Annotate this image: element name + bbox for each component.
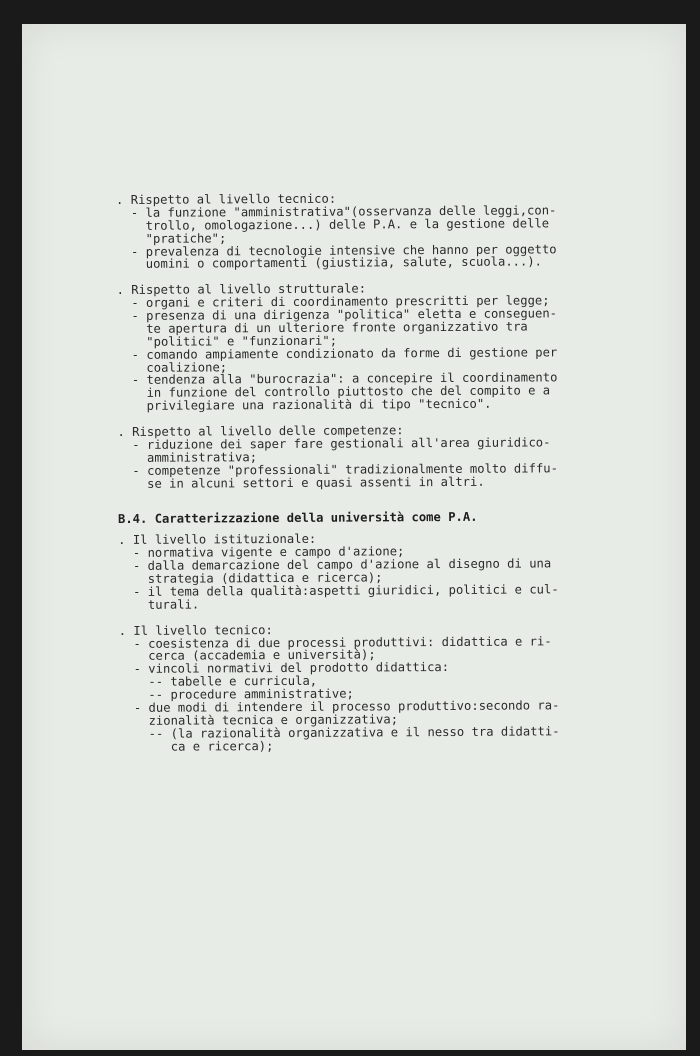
section-title: . Rispetto al livello strutturale:	[116, 281, 367, 298]
list-item: in funzione del controllo piuttosto che del compito e a	[117, 383, 551, 401]
section-title: . Rispetto al livello delle competenze:	[117, 423, 404, 440]
list-item: - riduzione dei saper fare gestionali all'area giuridico-	[117, 435, 551, 452]
list-item: - organi e criteri di coordinamento prescritti per legge;	[116, 293, 550, 311]
list-item: -- procedure amministrative;	[119, 686, 354, 703]
section-title: . Il livello tecnico:	[118, 622, 273, 638]
list-item: - presenza di una dirigenza "politica" eletta e conseguen-	[116, 306, 558, 324]
list-item: trollo, omologazione...) delle P.A. e la gestione delle	[116, 216, 550, 233]
list-item: - tendenza alla "burocrazia": a concepire il coordinamento	[117, 370, 558, 388]
list-item: - normativa vigente e campo d'azione;	[118, 544, 405, 561]
paper-sheet	[22, 24, 686, 1050]
document-body	[116, 191, 639, 754]
list-item: ca e ricerca);	[119, 738, 274, 754]
list-item: -- tabelle e curricula,	[118, 673, 318, 690]
list-item: uomini o comportamenti (giustizia, salute, scuola...).	[116, 254, 543, 272]
section-title: . Il livello istituzionale:	[118, 532, 317, 548]
section-title: . Rispetto al livello tecnico:	[115, 191, 337, 207]
list-item: - prevalenza di tecnologie intensive che hanno per oggetto	[116, 241, 557, 259]
list-item: se in alcuni settori e quasi assenti in altri.	[117, 474, 485, 491]
list-item: strategia (didattica e ricerca);	[118, 570, 383, 587]
list-item: turali.	[118, 597, 200, 612]
list-item: - competenze "professionali" tradizionalmente molto diffu-	[117, 461, 558, 478]
list-item: - vincoli normativi del prodotto didattica:	[118, 660, 450, 677]
list-item: - due modi di intendere il processo produttivo:secondo ra-	[119, 698, 560, 715]
list-item: - il tema della qualità:aspetti giuridici, politici e cul-	[118, 582, 559, 599]
list-item: - dalla demarcazione del campo d'azione al disegno di una	[118, 556, 552, 574]
list-item: te apertura di un ulteriore fronte organizzativo tra	[116, 319, 528, 336]
list-item: - la funzione "amministrativa"(osservanza delle leggi,con-	[116, 203, 557, 220]
list-item: coalizione;	[117, 359, 228, 375]
list-item: amministrativa;	[117, 449, 258, 465]
list-item: - comando ampiamente condizionato da forme di gestione per	[116, 344, 558, 362]
list-item: - coesistenza di due processi produttivi: didattica e ri-	[118, 633, 552, 651]
list-item: "pratiche";	[116, 230, 227, 246]
list-item: zionalità tecnica e organizzativa;	[119, 712, 399, 728]
list-item: cerca (accademia e università);	[118, 647, 376, 664]
list-item: -- (la razionalità organizzativa e il nesso tra didatti-	[119, 724, 560, 741]
list-item: privilegiare una razionalità di tipo "tecnico".	[117, 396, 492, 414]
section-heading: B.4. Caratterizzazione della università come P.A.	[117, 510, 478, 527]
list-item: "politici" e "funzionari";	[116, 333, 338, 349]
